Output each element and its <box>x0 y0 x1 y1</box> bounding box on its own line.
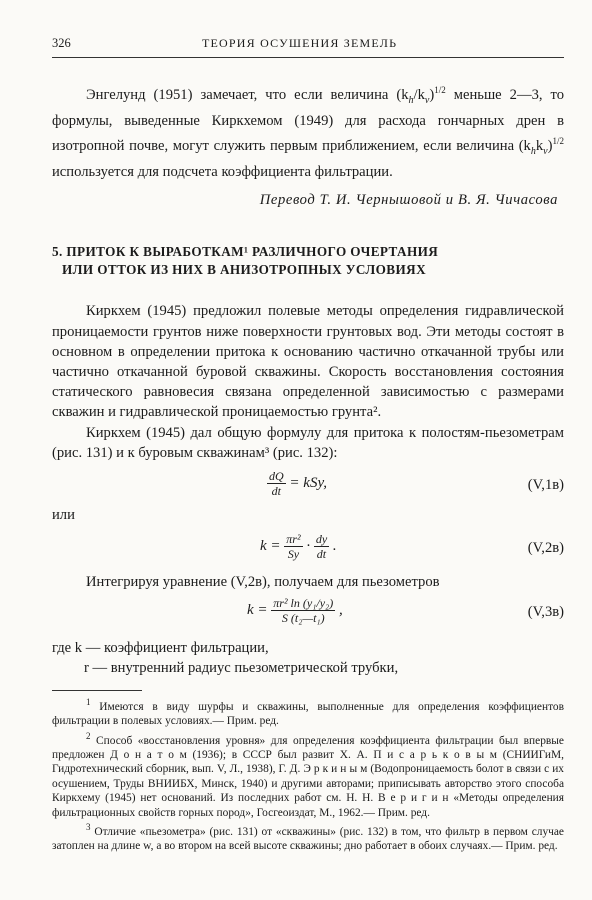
or-word: или <box>52 506 75 523</box>
equation-number: (V,2в) <box>527 539 564 556</box>
body-paragraph-2: Киркхем (1945) дал общую формулу для притока к полостям-пьезометрам (рис. 131) и к буровым скважинам³ (рис. 132): <box>52 424 564 461</box>
body-paragraph-3: Интегрируя уравнение (V,2в), получаем для пьезометров <box>86 573 440 590</box>
equation-v3v: k = $\frac{\text{πr² ln (y₁/y₂)}}{\text{S (t₂—t₁)}}$ , (V,3в) <box>247 596 564 626</box>
footnote-3: $^3$ Отличие «пьезометра» (рис. 131) от «скважины» (рис. 132) в том, что фильтр в первом случае затоплен на длине w, а во втором на всей высоте скважины; дно работает в обоих случаях.— Прим. ред. <box>52 822 564 853</box>
intro-paragraph: Энгелунд (1951) замечает, что если величина $(k_h/k_v)^{1/2}$ меньше 2—3, то формулы, выведенные Киркхемом (1949) для расхода гончарных дрен в изотропной почве, могут служить первым приближением, если величина $(k_hk_v)^{1/2}$ используется для подсчета коэффициента фильтрации. <box>52 85 565 181</box>
running-title: ТЕОРИЯ ОСУШЕНИЯ ЗЕМЕЛЬ <box>202 36 398 50</box>
where-line-2: r — внутренний радиус пьезометрической трубки, <box>84 660 399 677</box>
section-heading: 5. ПРИТОК К ВЫРАБОТКАМ¹ РАЗЛИЧНОГО ОЧЕРТАНИЯ ИЛИ ОТТОК ИЗ НИХ В АНИЗОТРОПНЫХ УСЛОВИЯХ <box>52 244 439 278</box>
equation-number: (V,3в) <box>527 604 564 621</box>
equation-v1v: $\frac{dQ}{dt}$ = kSy, (V,1в) <box>269 468 564 498</box>
page-number: 326 <box>52 36 71 50</box>
where-line-1: где k — коэффициент фильтрации, <box>52 640 269 657</box>
footnote-2: $^2$ Способ «восстановления уровня» для определения коэффициента фильтрации был впервые предложен Д о н а т о м (1936); в СССР был развит Х. А. П и с а р ь к о в ы м (СНИИГиМ, Гидротехнический сборник, вып. V, Л., 1938), Г. Д. Э р к и н ы м (Водопроницаемость болот в связи с их осушением, Труды ВНИИБХ, Минск, 1940) и другими авторами; приписывать авторство этого способа Киркхему (1945) нет оснований. Из последних работ см. Н. Н. В е р и г и н «Методы определения фильтрационных свойств горных пород», Госгеоиздат, М., 1962.— Прим. ред. <box>52 730 564 819</box>
equation-v2v: k = $\frac{\text{πr²}}{Sy}$ · $\frac{dy}{dt}$ . (V,2в) <box>260 531 564 561</box>
body-paragraph-1: Киркхем (1945) предложил полевые методы определения гидравлической проницаемости грунтов ниже поверхности грунтовых вод. Эти методы состоят в основном в определении притока к основанию частично откачанной трубы или частично откачанной буровой скважины. Скорость восстановления состояния статического равновесия связана определенной зависимостью с размерами скважин и гидравлической проницаемостью грунта². <box>52 303 564 421</box>
footnote-1: $^1$ Имеются в виду шурфы и скважины, выполненные для определения коэффициентов фильтрации в полевых условиях.— Прим. ред. <box>52 697 564 728</box>
book-page <box>52 36 564 854</box>
footnote-rule <box>52 690 142 691</box>
equation-number: (V,1в) <box>527 476 564 493</box>
running-head <box>52 36 564 58</box>
translator-credit: Перевод Т. И. Чернышовой и В. Я. Чичасова <box>259 192 558 209</box>
